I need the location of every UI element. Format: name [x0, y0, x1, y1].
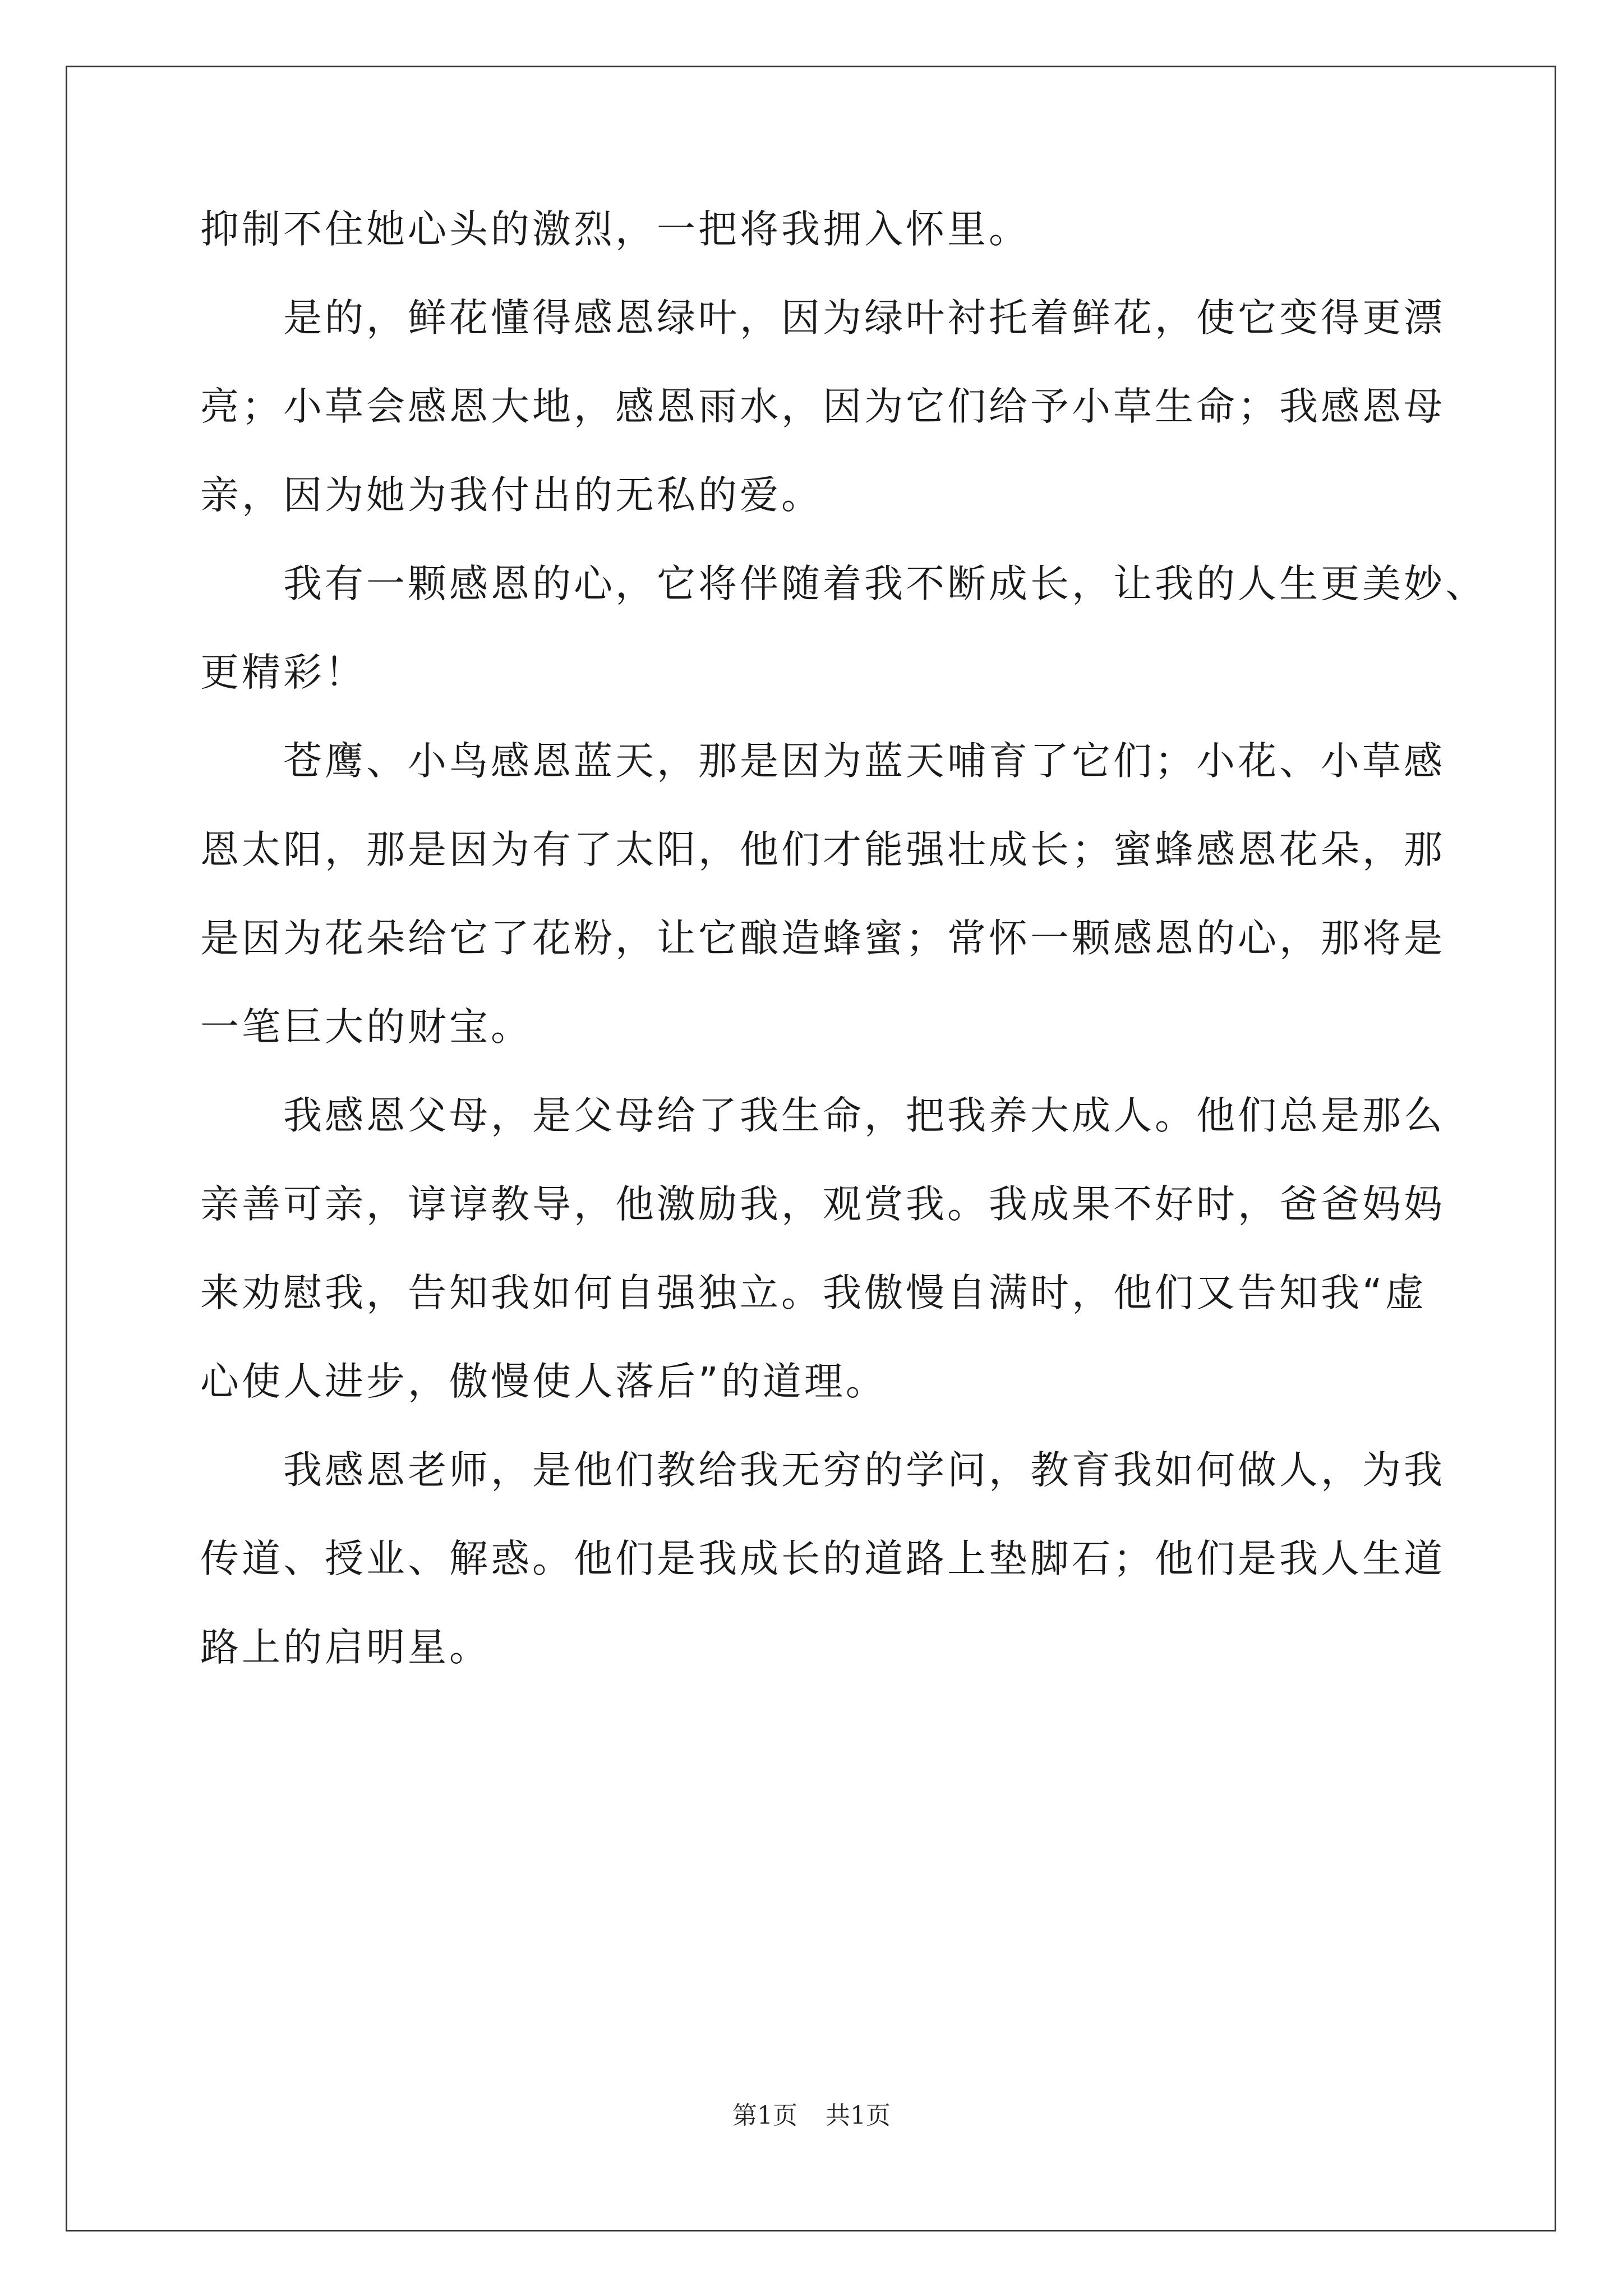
- text-line: 心使人进步，傲慢使人落后”的道理。: [200, 1359, 887, 1404]
- text-line: 亲，因为她为我付出的无私的爱。: [200, 473, 823, 518]
- text-line: 是因为花朵给它了花粉，让它酿造蜂蜜；常怀一颗感恩的心，那将是: [200, 916, 1445, 961]
- page-footer: [0, 2095, 1623, 2131]
- document-body: [200, 185, 1490, 1692]
- text-line: 是的，鲜花懂得感恩绿叶，因为绿叶衬托着鲜花，使它变得更漂: [200, 296, 1445, 341]
- page-number: 第1页: [732, 2101, 797, 2130]
- text-line: 亲善可亲，谆谆教导，他激励我，观赏我。我成果不好时，爸爸妈妈: [200, 1182, 1445, 1227]
- text-line: 来劝慰我，告知我如何自强独立。我傲慢自满时，他们又告知我“虚: [200, 1271, 1427, 1315]
- text-line: 亮；小草会感恩大地，感恩雨水，因为它们给予小草生命；我感恩母: [200, 384, 1445, 429]
- page-total: 共1页: [826, 2101, 891, 2130]
- text-line: 我感恩父母，是父母给了我生命，把我养大成人。他们总是那么: [200, 1093, 1445, 1138]
- text-line: 恩太阳，那是因为有了太阳，他们才能强壮成长；蜜蜂感恩花朵，那: [200, 827, 1445, 872]
- text-line: 我有一颗感恩的心，它将伴随着我不断成长，让我的人生更美妙、: [200, 562, 1487, 606]
- text-line: 更精彩！: [200, 650, 366, 695]
- text-line: 我感恩老师，是他们教给我无穷的学问，教育我如何做人，为我: [200, 1448, 1445, 1493]
- text-line: 苍鹰、小鸟感恩蓝天，那是因为蓝天哺育了它们；小花、小草感: [200, 739, 1445, 784]
- text-line: 抑制不住她心头的激烈，一把将我拥入怀里。: [200, 207, 1030, 252]
- text-line: 传道、授业、解惑。他们是我成长的道路上垫脚石；他们是我人生道: [200, 1536, 1445, 1581]
- text-line: 路上的启明星。: [200, 1625, 491, 1670]
- text-line: 一笔巨大的财宝。: [200, 1005, 532, 1050]
